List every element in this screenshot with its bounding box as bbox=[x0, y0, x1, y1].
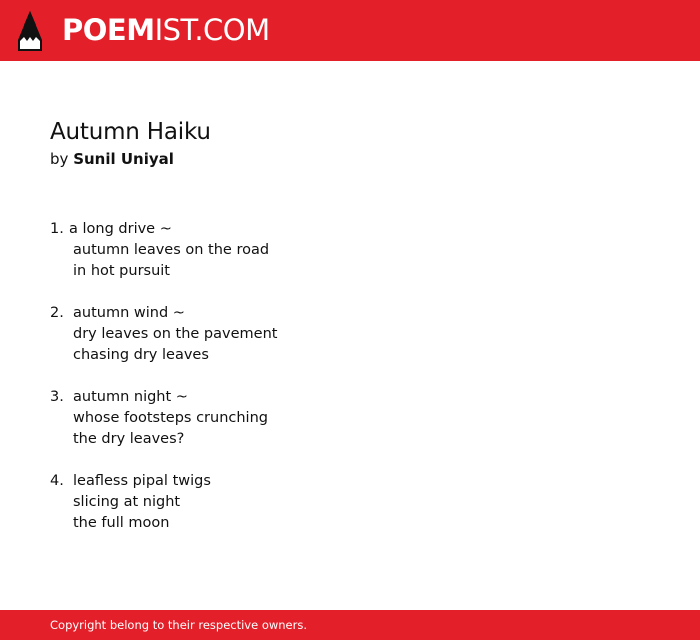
stanza-number: 4. bbox=[50, 473, 64, 489]
site-header bbox=[0, 0, 700, 61]
poem-line: leafless pipal twigs bbox=[73, 473, 211, 489]
poem-body bbox=[50, 219, 650, 555]
logo-light-text: IST.COM bbox=[154, 13, 270, 47]
page-title: Autumn Haiku bbox=[50, 119, 211, 145]
byline bbox=[50, 149, 650, 169]
stanza-1 bbox=[50, 219, 650, 282]
poem-line: autumn wind ~ bbox=[73, 305, 185, 321]
by-label: by bbox=[50, 150, 69, 168]
author-name: Sunil Uniyal bbox=[73, 150, 174, 168]
pencil-tip-icon[interactable] bbox=[17, 10, 43, 52]
stanza-2 bbox=[50, 303, 650, 366]
copyright-text: Copyright belong to their respective owners. bbox=[50, 618, 308, 632]
stanza-3 bbox=[50, 387, 650, 450]
poem-line: whose footsteps crunching bbox=[73, 410, 268, 426]
poem-line: in hot pursuit bbox=[73, 263, 170, 279]
logo-bold-text: POEM bbox=[62, 13, 155, 47]
poem-line: slicing at night bbox=[73, 494, 181, 510]
poem-line: chasing dry leaves bbox=[73, 347, 209, 363]
stanza-number: 3. bbox=[50, 389, 64, 405]
poem-line: dry leaves on the pavement bbox=[73, 326, 278, 342]
poem-line: autumn leaves on the road bbox=[73, 242, 270, 258]
site-logo[interactable] bbox=[62, 13, 270, 47]
site-footer bbox=[0, 610, 700, 640]
stanza-number: 2. bbox=[50, 305, 64, 321]
poem-line: the full moon bbox=[73, 515, 170, 531]
poem-line: autumn night ~ bbox=[73, 389, 188, 405]
poem-line: a long drive ~ bbox=[69, 221, 172, 237]
stanza-4 bbox=[50, 471, 650, 534]
poem-header bbox=[50, 118, 650, 169]
stanza-number: 1. bbox=[50, 221, 64, 237]
poem-line: the dry leaves? bbox=[73, 431, 185, 447]
